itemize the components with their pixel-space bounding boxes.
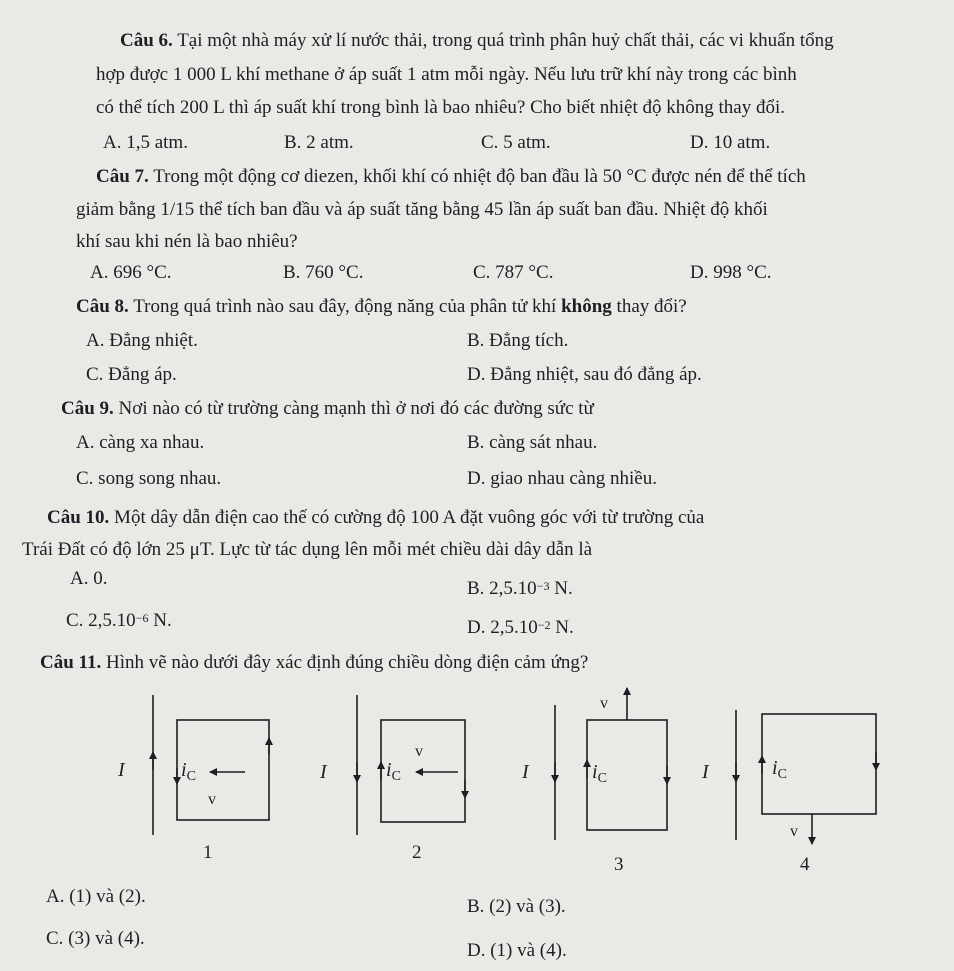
q6-option-b[interactable]: B. 2 atm. bbox=[284, 132, 354, 153]
q10-option-a[interactable]: A. 0. bbox=[70, 568, 108, 589]
velocity-label-1: v bbox=[208, 791, 216, 808]
q10-line-1: Câu 10. Một dây dẫn điện cao thế có cường độ 100 A đặt vuông góc với từ trường của bbox=[47, 507, 705, 528]
q7-option-b[interactable]: B. 760 °C. bbox=[283, 262, 364, 283]
q10-option-b[interactable]: B. $2,5.10^{-3}$ N. bbox=[467, 578, 573, 599]
q7-option-d[interactable]: D. 998 °C. bbox=[690, 262, 772, 283]
q9-option-a[interactable]: A. càng xa nhau. bbox=[76, 432, 205, 453]
q6-line-2: hợp được 1 000 L khí methane ở áp suất 1 atm mỗi ngày. Nếu lưu trữ khí này trong các bình bbox=[96, 64, 797, 85]
q6-option-a[interactable]: A. 1,5 atm. bbox=[103, 132, 188, 153]
q9-option-b[interactable]: B. càng sát nhau. bbox=[467, 432, 598, 453]
q8-option-c[interactable]: C. Đẳng áp. bbox=[86, 364, 177, 385]
q6-line-3: có thể tích 200 L thì áp suất khí trong bình là bao nhiêu? Cho biết nhiệt độ không thay đổi. bbox=[96, 97, 785, 118]
velocity-label-2: v bbox=[415, 743, 423, 760]
ic-label-3: $i_C$ bbox=[592, 761, 607, 786]
q8-option-b[interactable]: B. Đẳng tích. bbox=[467, 330, 569, 351]
ic-label-4: $i_C$ bbox=[772, 757, 787, 782]
diagram-4 bbox=[701, 710, 876, 875]
q9-line-1: Câu 9. Nơi nào có từ trường càng mạnh thì ở nơi đó các đường sức từ bbox=[61, 398, 594, 419]
q8-line-1: Câu 8. Trong quá trình nào sau đây, động năng của phân tử khí không thay đổi? bbox=[76, 296, 687, 317]
current-label-3: I bbox=[522, 761, 529, 783]
diagram-1 bbox=[117, 695, 269, 863]
q7-line-2: giảm bằng 1/15 thể tích ban đầu và áp suất tăng bằng 45 lần áp suất ban đầu. Nhiệt độ khối bbox=[76, 199, 768, 220]
q7-option-a[interactable]: A. 696 °C. bbox=[90, 262, 172, 283]
q11-option-a[interactable]: A. (1) và (2). bbox=[46, 886, 146, 907]
q7-line-3: khí sau khi nén là bao nhiêu? bbox=[76, 231, 298, 252]
induction-figure bbox=[0, 680, 954, 880]
q9-option-c[interactable]: C. song song nhau. bbox=[76, 468, 222, 489]
loop-4 bbox=[762, 714, 876, 814]
q6-option-c[interactable]: C. 5 atm. bbox=[481, 132, 551, 153]
q6-option-d[interactable]: D. 10 atm. bbox=[690, 132, 771, 153]
q11-option-c[interactable]: C. (3) và (4). bbox=[46, 928, 145, 949]
diagram-label-2: 2 bbox=[412, 842, 422, 863]
diagram-2 bbox=[319, 695, 465, 863]
velocity-label-4: v bbox=[790, 823, 798, 840]
current-label-4: I bbox=[702, 761, 709, 783]
ic-label-1: $i_C$ bbox=[181, 759, 196, 784]
ic-label-2: $i_C$ bbox=[386, 759, 401, 784]
q9-option-d[interactable]: D. giao nhau càng nhiều. bbox=[467, 468, 657, 489]
q8-option-a[interactable]: A. Đẳng nhiệt. bbox=[86, 330, 198, 351]
diagram-label-1: 1 bbox=[203, 842, 213, 863]
q10-option-d[interactable]: D. $2,5.10^{-2}$ N. bbox=[467, 617, 574, 638]
current-label-2: I bbox=[320, 761, 327, 783]
q7-option-c[interactable]: C. 787 °C. bbox=[473, 262, 554, 283]
diagram-label-3: 3 bbox=[614, 854, 624, 875]
diagram-label-4: 4 bbox=[800, 854, 810, 875]
q10-option-c[interactable]: C. $2,5.10^{-6}$ N. bbox=[66, 610, 172, 631]
q6-line-1: Câu 6. Tại một nhà máy xử lí nước thải, trong quá trình phân huỷ chất thải, các vi khuẩn tổng bbox=[120, 30, 834, 51]
velocity-label-3: v bbox=[600, 695, 608, 712]
current-label-1: I bbox=[118, 759, 125, 781]
q11-option-d[interactable]: D. (1) và (4). bbox=[467, 940, 567, 961]
q8-option-d[interactable]: D. Đẳng nhiệt, sau đó đẳng áp. bbox=[467, 364, 702, 385]
q7-line-1: Câu 7. Trong một động cơ diezen, khối khí có nhiệt độ ban đầu là 50 °C được nén để thể tích bbox=[96, 166, 806, 187]
q11-line-1: Câu 11. Hình vẽ nào dưới đây xác định đúng chiều dòng điện cảm ứng? bbox=[40, 652, 589, 673]
diagram-3 bbox=[521, 688, 667, 875]
q10-line-2: Trái Đất có độ lớn 25 μT. Lực từ tác dụng lên mỗi mét chiều dài dây dẫn là bbox=[22, 539, 593, 560]
q11-option-b[interactable]: B. (2) và (3). bbox=[467, 896, 566, 917]
